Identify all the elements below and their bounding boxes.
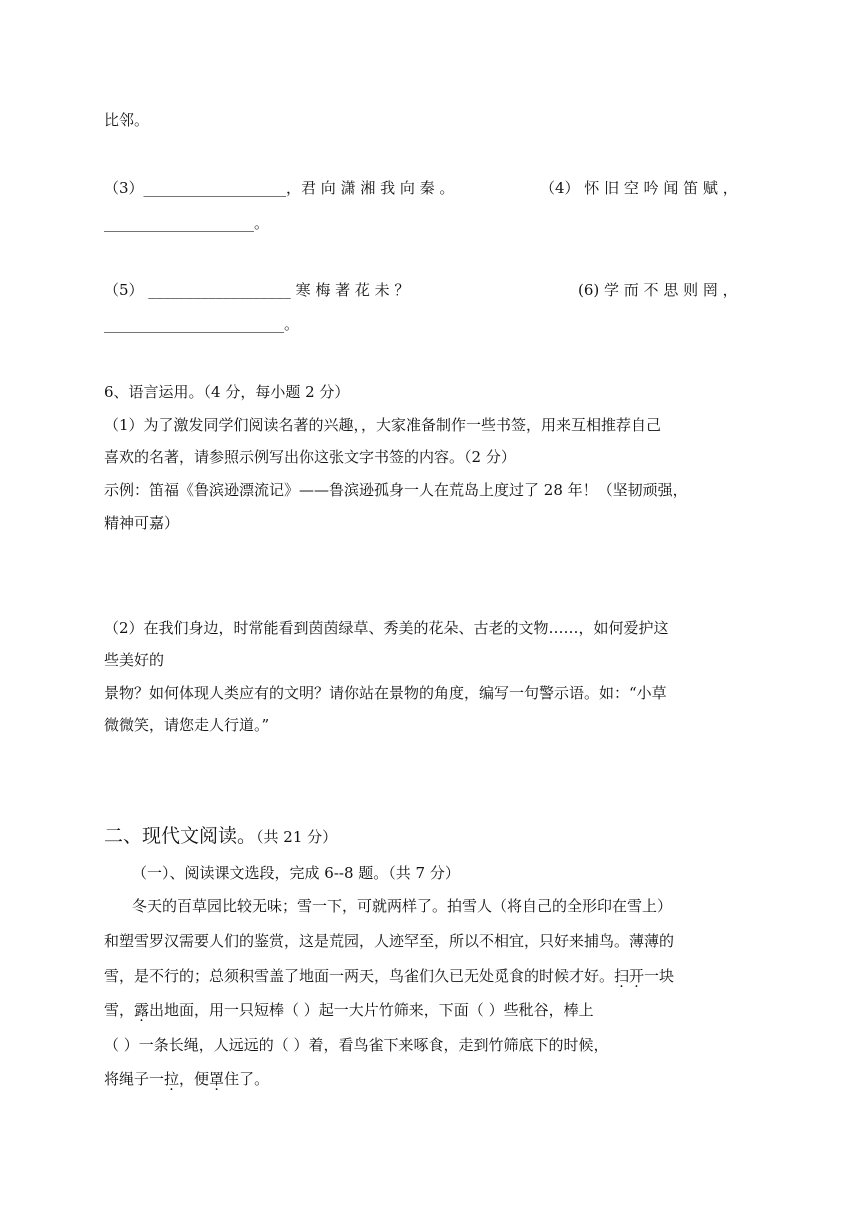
poem-blank-4: ____________________。 xyxy=(104,214,270,232)
passage-line4-a: 雪， xyxy=(104,1001,135,1019)
passage-line6-c: 住了。 xyxy=(224,1070,270,1088)
q6-title: 6、语言运用。（4 分，每小题 2 分） xyxy=(104,383,350,401)
q6-p1-line4: 精神可嘉） xyxy=(104,514,180,532)
dotted-char-kai: 开 xyxy=(629,967,645,985)
poem-line-4: （4） 怀 旧 空 吟 闻 笛 赋 ， xyxy=(540,179,738,197)
passage-line6 xyxy=(104,1069,269,1089)
section-2-title: 二、现代文阅读。 xyxy=(104,825,257,847)
q6-p1-line2: 喜欢的名著，请参照示例写出你这张文字书签的内容。（2 分） xyxy=(104,448,516,466)
passage-line4-b: 出地面，用一只短棒（ ）起一大片竹筛来，下面（ ）些秕谷，棒上 xyxy=(149,1001,594,1019)
section-2-subtitle: （一）、阅读课文选段，完成 6--8 题。（共 7 分） xyxy=(132,864,460,882)
passage-line1: 冬天的百草园比较无味；雪一下，可就两样了。拍雪人（将自己的全形印在雪上） xyxy=(132,897,673,915)
poem-line-6: (6) 学 而 不 思 则 罔 ， xyxy=(578,281,738,299)
passage-line3-text: 雪，是不行的；总须积雪盖了地面一两天，鸟雀们久已无处觅食的时候才好。 xyxy=(104,967,615,985)
dotted-char-sao: 扫 xyxy=(614,967,630,985)
passage-line4 xyxy=(104,1000,594,1020)
passage-line6-b: ，便 xyxy=(179,1070,210,1088)
q6-p2-line2: 些美好的 xyxy=(104,651,165,669)
q6-p2-line1: （2）在我们身边，时常能看到茵茵绿草、秀美的花朵、古老的文物……，如何爱护这 xyxy=(104,619,669,637)
poem-blank-6: ________________________。 xyxy=(104,315,300,333)
passage-line5: （ ）一条长绳，人远远的（ ）着，看鸟雀下来啄食，走到竹筛底下的时候， xyxy=(104,1036,609,1054)
dotted-char-zhao: 罩 xyxy=(209,1070,225,1088)
passage-line2: 和塑雪罗汉需要人们的鉴赏，这是荒园，人迹罕至，所以不相宜，只好来捕鸟。薄薄的 xyxy=(104,932,675,950)
dotted-char-la: 拉 xyxy=(164,1070,180,1088)
passage-line3 xyxy=(104,966,674,986)
passage-line3-end: 一块 xyxy=(644,967,675,985)
q6-p2-line4: 微微笑，请您走人行道。” xyxy=(104,716,270,734)
section-2-heading xyxy=(104,826,337,847)
q6-p1-line1: （1）为了激发同学们阅读名著的兴趣，，大家准备制作一些书签，用来互相推荐自己 xyxy=(104,416,662,434)
poem-line-3: （3）___________________，君 向 潇 湘 我 向 秦 。 xyxy=(104,179,455,197)
section-2-score: （共 21 分） xyxy=(256,828,338,846)
q6-p2-line3: 景物？如何体现人类应有的文明？请你站在景物的角度，编写一句警示语。如：“小草 xyxy=(104,684,667,702)
passage-line6-a: 将绳子一 xyxy=(104,1070,165,1088)
dotted-char-lu: 露 xyxy=(134,1001,150,1019)
top-fragment: 比邻。 xyxy=(104,111,150,129)
poem-line-5: （5） ___________________ 寒 梅 著 花 未 ？ xyxy=(104,281,410,299)
q6-p1-line3: 示例：笛福《鲁滨逊漂流记》——鲁滨逊孤身一人在荒岛上度过了 28 年！（坚韧顽强， xyxy=(104,481,688,499)
